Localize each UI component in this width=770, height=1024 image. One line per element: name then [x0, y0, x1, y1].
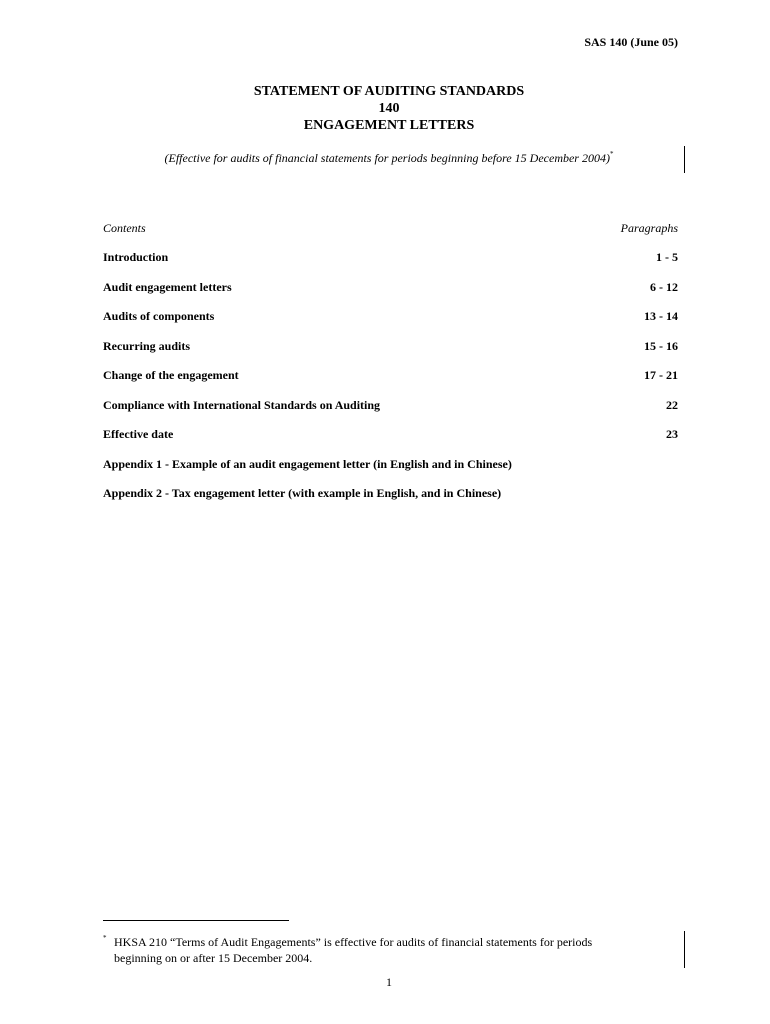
toc-title: Appendix 1 - Example of an audit engagement letter (in English and in Chinese) [103, 457, 512, 471]
toc-row [103, 339, 678, 355]
footnote-separator [103, 920, 289, 921]
footnote-text: HKSA 210 “Terms of Audit Engagements” is effective for audits of financial statements for periods beginning on or after 15 December 2004. [114, 935, 593, 965]
document-title [0, 83, 770, 134]
toc-title: Audit engagement letters [103, 280, 232, 294]
toc-title: Appendix 2 - Tax engagement letter (with example in English, and in Chinese) [103, 486, 502, 500]
change-bar-top [684, 146, 685, 173]
contents-label: Contents [103, 221, 146, 235]
toc-paragraphs: 13 - 14 [644, 309, 678, 323]
toc-title: Audits of components [103, 309, 215, 323]
effective-note [0, 150, 770, 166]
toc-paragraphs: 23 [666, 427, 678, 441]
toc-title: Compliance with International Standards on Auditing [103, 398, 381, 412]
toc-title: Effective date [103, 427, 174, 441]
toc-paragraphs: 15 - 16 [644, 339, 678, 353]
effective-text: (Effective for audits of financial statements for periods beginning before 15 December 2004) [164, 151, 610, 165]
toc-row [103, 486, 678, 502]
toc-paragraphs: 6 - 12 [650, 280, 678, 294]
toc-title: Recurring audits [103, 339, 190, 353]
title-line-1: STATEMENT OF AUDITING STANDARDS [253, 84, 525, 99]
toc-row [103, 427, 678, 443]
toc-row [103, 309, 678, 325]
toc-row [103, 457, 678, 473]
footnote [103, 934, 643, 966]
toc-row [103, 368, 678, 384]
toc-row [103, 250, 678, 266]
title-line-2: 140 [378, 101, 400, 116]
toc-row [103, 398, 678, 414]
toc-paragraphs: 17 - 21 [644, 368, 678, 382]
toc-title: Change of the engagement [103, 368, 239, 382]
toc-paragraphs: 1 - 5 [656, 250, 678, 264]
footnote-mark: * [103, 934, 107, 942]
page-number: 1 [386, 975, 392, 989]
paragraphs-label: Paragraphs [620, 221, 678, 235]
title-line-3: ENGAGEMENT LETTERS [303, 118, 475, 133]
toc-row [103, 280, 678, 296]
toc-paragraphs: 22 [666, 398, 678, 412]
effective-footnote-mark: * [609, 150, 614, 158]
document-reference: SAS 140 (June 05) [584, 35, 678, 49]
toc-title: Introduction [103, 250, 169, 264]
contents-header [103, 221, 678, 236]
change-bar-bottom [684, 931, 685, 968]
